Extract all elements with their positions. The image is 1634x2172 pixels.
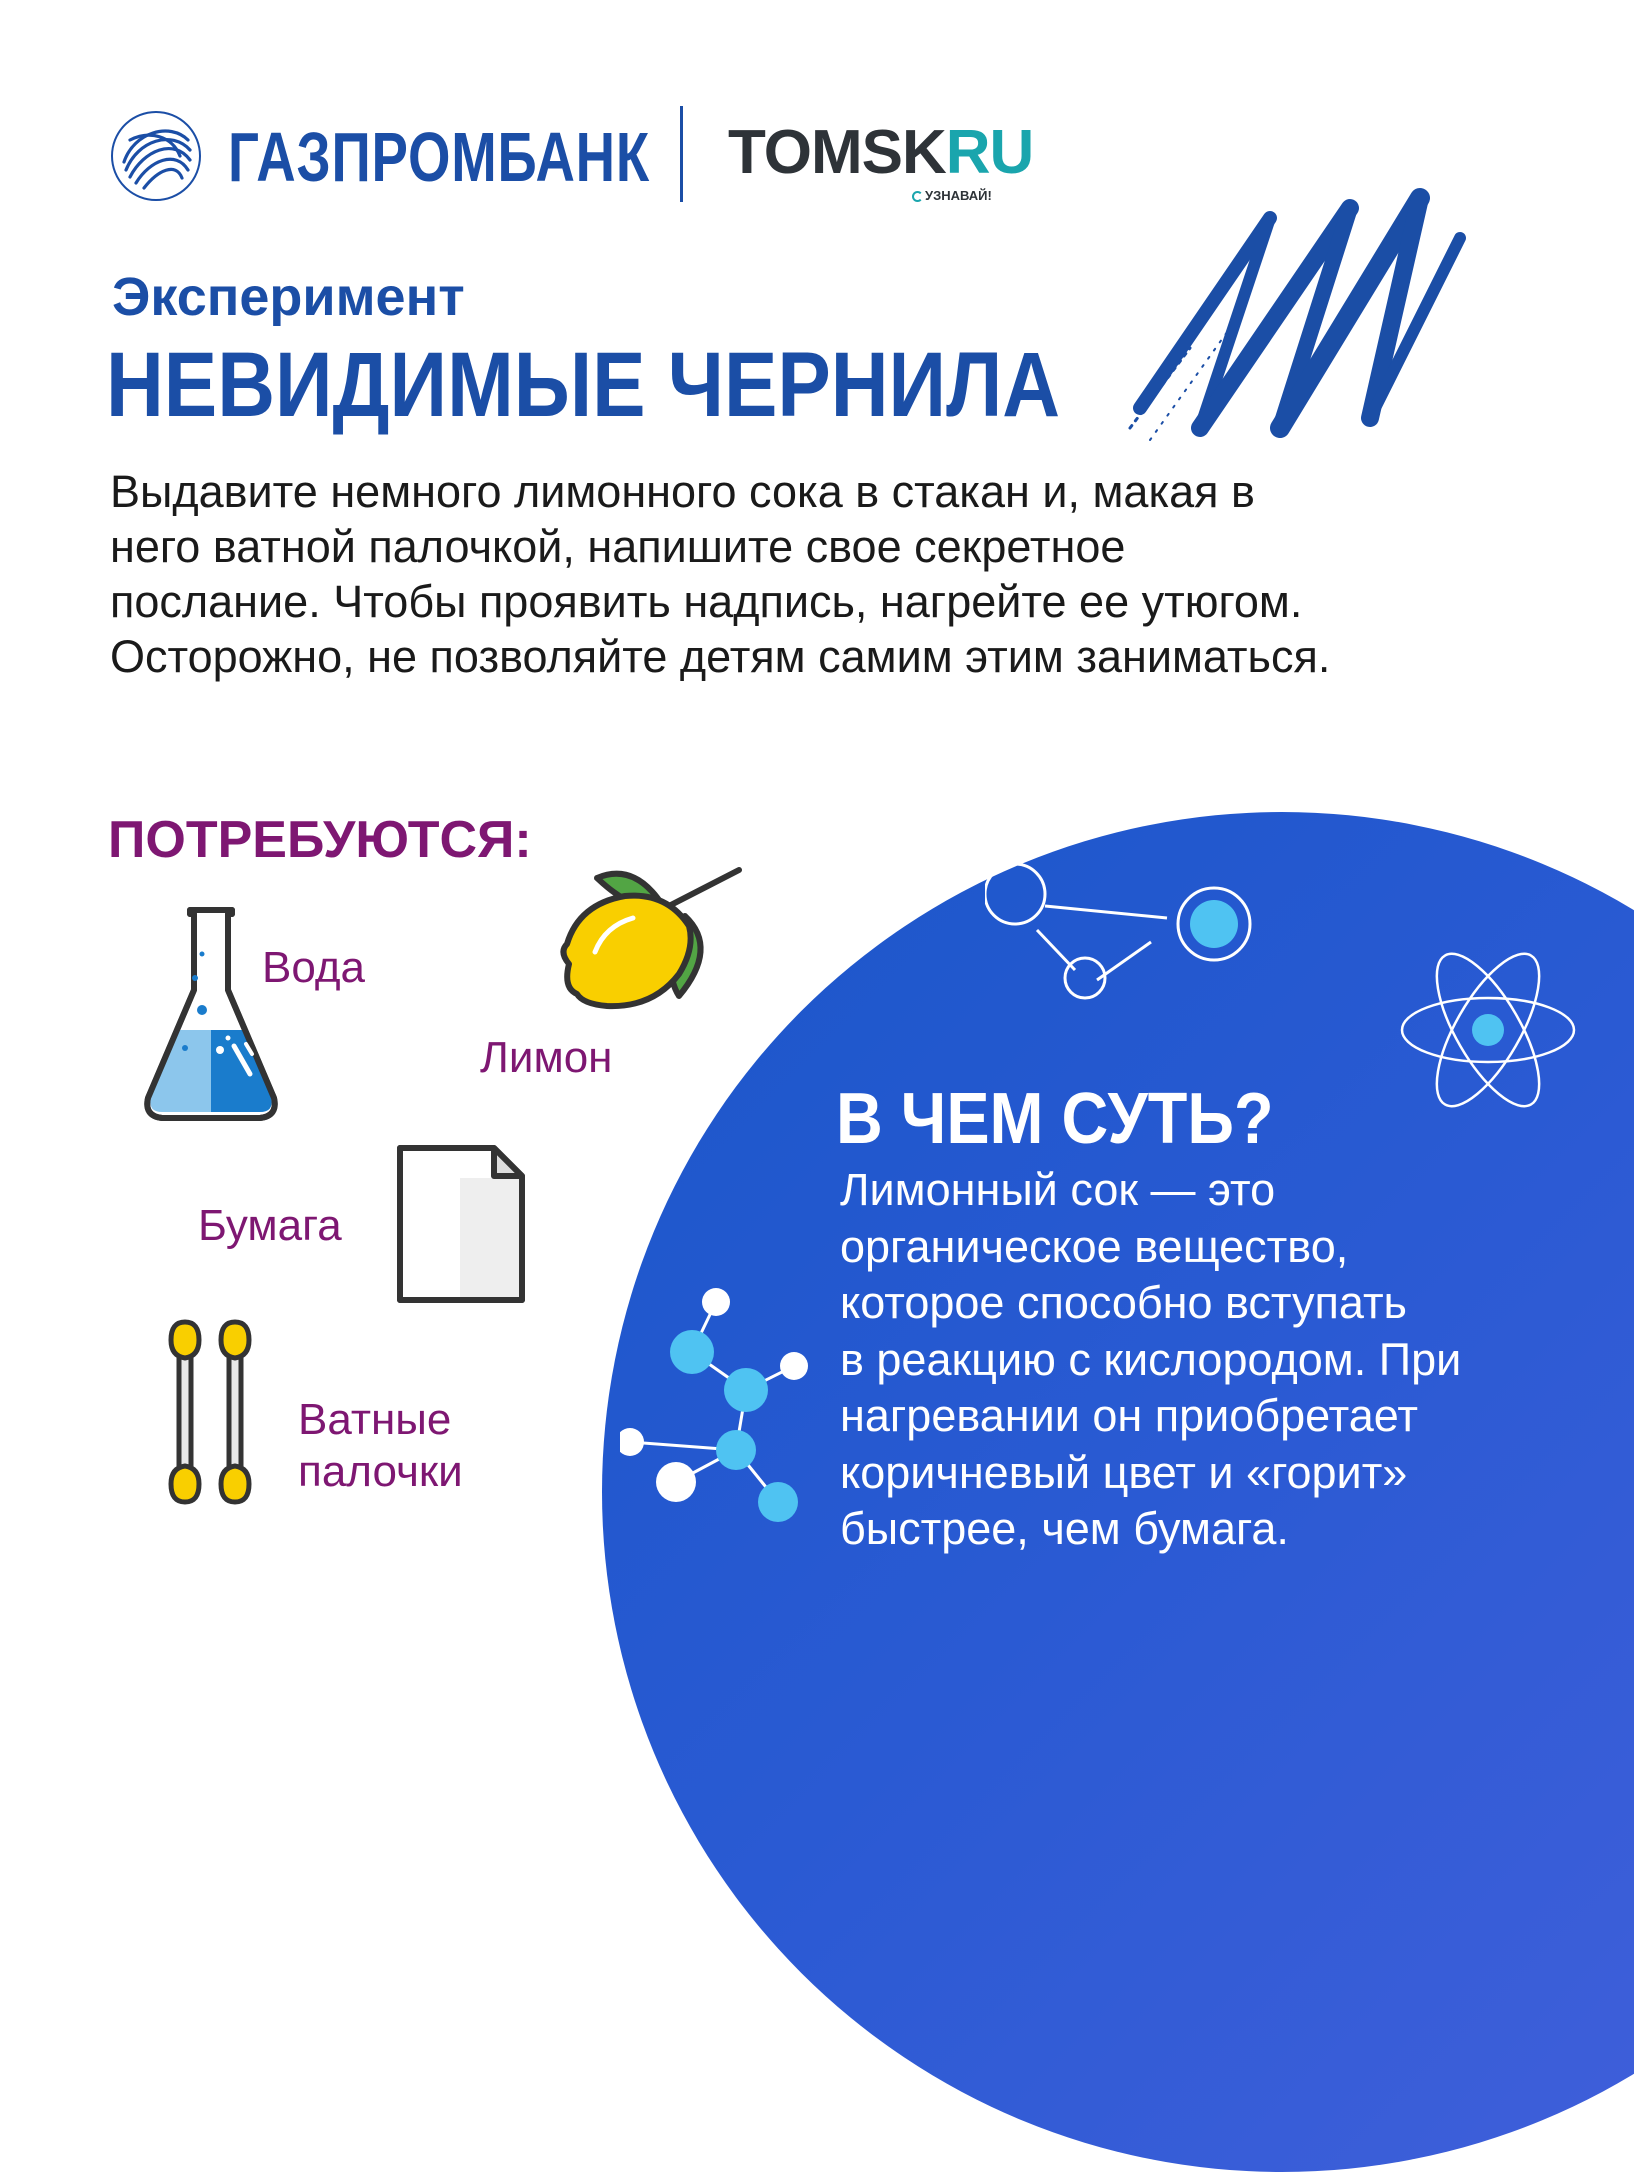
essence-paragraph (840, 1162, 1461, 1558)
essence-title: В ЧЕМ СУТЬ? (836, 1079, 1274, 1159)
header-divider (680, 106, 683, 202)
essence-line: которое способно вступать (840, 1277, 1408, 1328)
molecule-chain-icon (620, 1282, 820, 1522)
intro-line: Выдавите немного лимонного сока в стакан и, макая в (110, 466, 1255, 517)
lemon-icon (555, 856, 745, 1016)
materials-title: ПОТРЕБУЮТСЯ: (108, 811, 532, 869)
cotton-swabs-icon (165, 1318, 255, 1506)
intro-line: Осторожно, не позволяйте детям самим этим заниматься. (110, 631, 1331, 682)
essence-line: органическое вещество, (840, 1220, 1349, 1272)
material-label-paper: Бумага (198, 1201, 342, 1250)
essence-line: нагревании он приобретает (840, 1390, 1418, 1441)
page-title: НЕВИДИМЫЕ ЧЕРНИЛА (106, 334, 1061, 436)
page-subtitle: Эксперимент (112, 267, 465, 327)
material-label-lemon: Лимон (480, 1033, 613, 1082)
essence-line: коричневый цвет и «горит» (840, 1446, 1408, 1498)
tomsk-ru-slogan-text: УЗНАВАЙ! (925, 188, 992, 203)
material-label-water: Вода (262, 943, 365, 992)
intro-line: него ватной палочкой, напишите свое секретное (110, 521, 1126, 572)
intro-paragraph (110, 464, 1530, 684)
tomsk-ru-wordmark (728, 118, 1033, 188)
essence-line: в реакцию с кислородом. При (840, 1333, 1462, 1385)
flask-icon (140, 898, 282, 1124)
material-label-cotton-swabs (298, 1394, 463, 1498)
essence-line: Лимонный сок — это (840, 1164, 1276, 1215)
slogan-mark-icon (912, 191, 923, 202)
gazprombank-wordmark: ГАЗПРОМБАНК (228, 118, 650, 196)
gazprombank-logo-icon (110, 110, 202, 202)
material-label-line: Ватные (298, 1395, 452, 1444)
molecule-icon (985, 858, 1255, 1008)
tomsk-wordmark-suffix: RU (945, 118, 1034, 187)
tomsk-ru-slogan (912, 188, 992, 204)
material-label-line: палочки (298, 1447, 463, 1496)
paper-sheet-icon (390, 1138, 530, 1310)
tomsk-wordmark-main: TOMSK (728, 118, 946, 187)
atom-icon (1398, 940, 1578, 1120)
ink-scribble-icon (1120, 178, 1480, 448)
essence-line: быстрее, чем бумага. (840, 1503, 1289, 1554)
intro-line: послание. Чтобы проявить надпись, нагрейте ее утюгом. (110, 576, 1303, 627)
